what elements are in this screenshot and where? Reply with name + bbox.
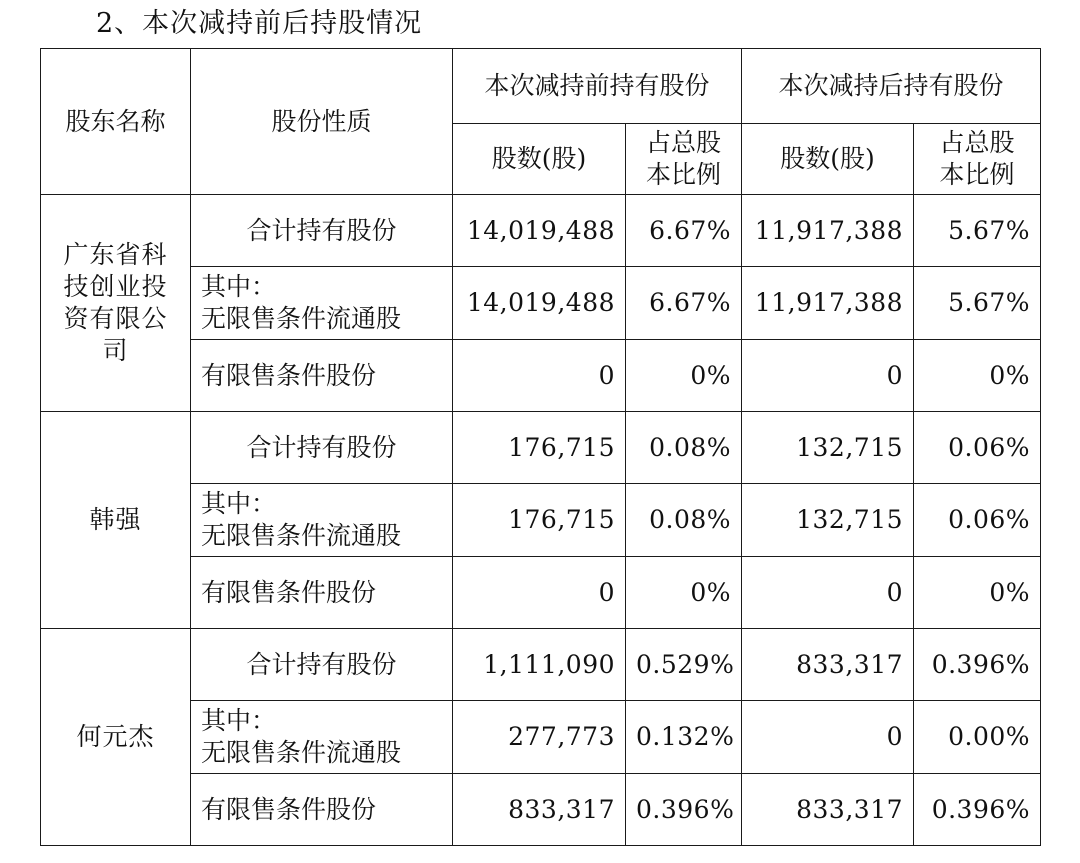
nature-sub-line1: 其中： [201, 706, 277, 735]
ratio-label-line2: 本比例 [939, 160, 1015, 189]
before-ratio: 0.08% [626, 412, 742, 484]
after-ratio: 0.06% [914, 484, 1041, 557]
table-row [41, 412, 1041, 484]
header-before-shares: 股数(股) [453, 124, 626, 195]
after-ratio: 0% [914, 557, 1041, 629]
shareholder-name-line: 资有限公 [63, 304, 168, 333]
before-ratio: 0% [626, 340, 742, 412]
header-after-ratio [914, 124, 1041, 195]
after-shares: 833,317 [742, 629, 914, 701]
table-row [41, 340, 1041, 412]
nature-restricted: 有限售条件股份 [191, 774, 453, 846]
nature-total: 合计持有股份 [191, 629, 453, 701]
nature-unrestricted [191, 701, 453, 774]
before-shares: 176,715 [453, 484, 626, 557]
after-shares: 132,715 [742, 412, 914, 484]
ratio-label-line1: 占总股 [939, 128, 1015, 157]
before-shares: 14,019,488 [453, 267, 626, 340]
after-shares: 0 [742, 701, 914, 774]
shareholder-name-line: 广东省科 [63, 240, 168, 269]
nature-restricted: 有限售条件股份 [191, 557, 453, 629]
after-ratio: 0.06% [914, 412, 1041, 484]
after-shares: 833,317 [742, 774, 914, 846]
nature-sub-line2: 无限售条件流通股 [201, 304, 402, 333]
before-shares: 833,317 [453, 774, 626, 846]
shareholder-name [41, 412, 191, 629]
shareholder-name-line: 司 [102, 336, 129, 365]
table-row [41, 267, 1041, 340]
before-shares: 277,773 [453, 701, 626, 774]
before-ratio: 0.132% [626, 701, 742, 774]
shareholder-name-line: 韩强 [89, 505, 142, 534]
nature-unrestricted [191, 267, 453, 340]
nature-sub-line2: 无限售条件流通股 [201, 738, 402, 767]
table-row [41, 195, 1041, 267]
before-ratio: 0% [626, 557, 742, 629]
after-shares: 11,917,388 [742, 267, 914, 340]
header-before-ratio [626, 124, 742, 195]
table-row [41, 774, 1041, 846]
table-row [41, 484, 1041, 557]
after-shares: 0 [742, 557, 914, 629]
nature-unrestricted [191, 484, 453, 557]
before-shares: 0 [453, 557, 626, 629]
after-shares: 132,715 [742, 484, 914, 557]
shareholding-table [40, 48, 1041, 846]
after-ratio: 5.67% [914, 267, 1041, 340]
shareholder-name [41, 195, 191, 412]
table-row [41, 701, 1041, 774]
shareholder-name [41, 629, 191, 846]
header-after-reduction: 本次减持后持有股份 [742, 49, 1041, 124]
after-ratio: 0.396% [914, 629, 1041, 701]
nature-sub-line2: 无限售条件流通股 [201, 521, 402, 550]
section-heading: 2、本次减持前后持股情况 [96, 8, 423, 39]
table-row [41, 557, 1041, 629]
after-shares: 0 [742, 340, 914, 412]
before-shares: 0 [453, 340, 626, 412]
before-shares: 1,111,090 [453, 629, 626, 701]
before-ratio: 0.396% [626, 774, 742, 846]
table-row [41, 629, 1041, 701]
header-before-reduction: 本次减持前持有股份 [453, 49, 742, 124]
before-ratio: 6.67% [626, 267, 742, 340]
header-share-nature: 股份性质 [191, 49, 453, 195]
header-after-shares: 股数(股) [742, 124, 914, 195]
after-ratio: 0.00% [914, 701, 1041, 774]
ratio-label-line1: 占总股 [646, 128, 722, 157]
after-ratio: 5.67% [914, 195, 1041, 267]
nature-total: 合计持有股份 [191, 195, 453, 267]
after-ratio: 0% [914, 340, 1041, 412]
header-shareholder-name: 股东名称 [41, 49, 191, 195]
before-ratio: 0.08% [626, 484, 742, 557]
header-row-1 [41, 49, 1041, 124]
after-shares: 11,917,388 [742, 195, 914, 267]
shareholder-name-line: 何元杰 [76, 722, 155, 751]
before-shares: 14,019,488 [453, 195, 626, 267]
nature-restricted: 有限售条件股份 [191, 340, 453, 412]
before-ratio: 0.529% [626, 629, 742, 701]
nature-sub-line1: 其中： [201, 272, 277, 301]
nature-sub-line1: 其中： [201, 489, 277, 518]
nature-total: 合计持有股份 [191, 412, 453, 484]
before-ratio: 6.67% [626, 195, 742, 267]
shareholder-name-line: 技创业投 [63, 272, 168, 301]
before-shares: 176,715 [453, 412, 626, 484]
ratio-label-line2: 本比例 [646, 160, 722, 189]
after-ratio: 0.396% [914, 774, 1041, 846]
